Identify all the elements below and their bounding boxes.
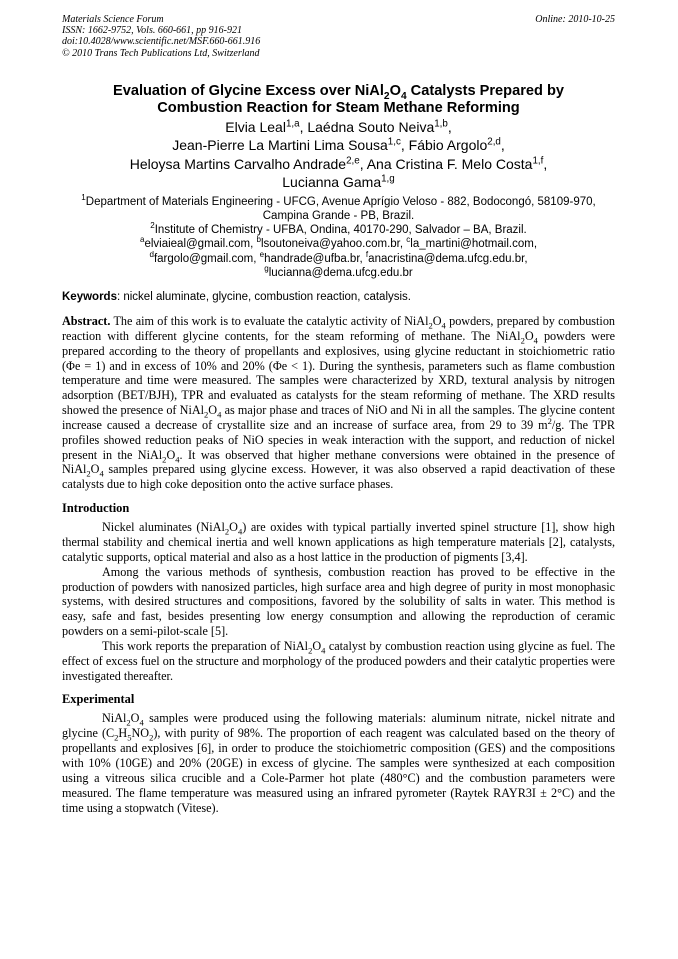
email-link[interactable]: lsoutoneiva@yahoo.com.br [260,238,400,251]
email-link[interactable]: la_martini@hotmail.com [410,238,534,251]
keywords: Keywords: nickel aluminate, glycine, combustion reaction, catalysis. [62,291,411,304]
author-name: Fábio Argolo [408,137,488,154]
experimental-body [62,711,615,815]
affiliation-1: $^1$Department of Materials Engineering - UFCG, Avenue Aprígio Veloso - 882, Bodocongó, 58109-970, Campina Grande - PB, Brazil. [81,192,596,223]
author-name: Ana Cristina F. Melo Costa [366,155,533,172]
copyright: © 2010 Trans Tech Publications Ltd, Switzerland [62,47,260,59]
section-heading-introduction: Introduction [62,501,130,516]
author-name: Heloysa Martins Carvalho Andrade [129,155,347,172]
paragraph: Among the various methods of synthesis, combustion reaction has proved to be effective in the production of powders with nanosized particles, high surface area and high degree of purity in most monophasic systems, with desired structures and compositions, favored by the solubility of salts in water. This method is easy, safe and fast, besides presenting low energy consumption and allowing the reproduction of ceramic powders on a semi-pilot-scale [5]. [62,564,615,639]
introduction-body [62,520,615,683]
author-list: Elvia Leal$^{1,a}$, Laédna Souto Neiva$^{1,b}$, Jean-Pierre La Martini Lima Sousa$^{1,c}$, Fábio Argolo$^{2,d}$, Heloysa Martins Carvalho Andrade$^{2,e}$, Ana Cristina F. Melo Costa$^{1,f}$, Lucianna Gama$^{1,g}$ [129,118,548,191]
email-link[interactable]: fargolo@gmail.com [153,252,254,265]
online-date: Online: 2010-10-25 [535,14,615,25]
author-name: Jean-Pierre La Martini Lima Sousa [172,137,388,154]
abstract: Abstract. The aim of this work is to evaluate the catalytic activity of $NiAl_2O_4$ powders, prepared by combustion reaction with different glycine contents, for the steam reforming of methane. The $NiAl_2O_4$ powders were prepared according to the theory of propellants and explosives, using glycine reductant in stoichiometric ratio (Φe = 1) and in excess of 10% and 20% (Φe < 1). During the synthesis, parameters such as flame combustion temperature and time were measured. The samples were characterized by XRD, textural analysis by nitrogen adsorption (BET/BJH), TPR and evaluated as catalysts for the steam reforming of methane. The XRD results showed the presence of $NiAl_2O_4$ as major phase and traces of NiO and Ni in all the samples. The glycine content increase caused a decrease of crystallite size and an increase of surface area, from 29 to 39 $m^2/g$. The TPR profiles showed reduction peaks of NiO species in weak interaction with the support, and reduction of nickel present in the $NiAl_2O_4$. It was observed that higher methane conversions were obtained in the presence of $NiAl_2O_4$ samples prepared using glycine excess. However, it was also observed a rapid deactivation of these catalysts due to high coke deposition onto the active surface phases. [62,314,616,492]
issn: ISSN: 1662-9752, Vols. 660-661, pp 916-921 [62,25,242,37]
affiliations [62,192,615,280]
journal-name: Materials Science Forum [62,14,164,25]
email-link[interactable]: elviaieal@gmail.com [144,238,251,251]
email-line: $^g$lucianna@dema.ufcg.edu.br [264,264,413,279]
email-link[interactable]: lucianna@dema.ufcg.edu.br [268,266,413,279]
paragraph: Nickel aluminates $(NiAl_2O_4)$ are oxides with typical partially inverted spinel structure [1], show high thermal stability and chemical inertia and well known applications as high temperature materials [2], catalysts, catalytic supports, optical material and also as a host lattice in the production of pigments [3,4]. [62,520,615,564]
author-name: Laédna Souto Neiva [307,118,435,135]
affiliation-2: $^2$Institute of Chemistry - UFBA, Ondina, 40170-290, Salvador – BA, Brazil. [150,221,527,237]
journal-header [62,14,615,59]
doi: doi:10.4028/www.scientific.net/MSF.660-661.916 [62,36,261,48]
email-line: $^a$elviaieal@gmail.com, $^b$lsoutoneiva@yahoo.com.br, $^c$la_martini@hotmail.com, [139,235,538,251]
email-link[interactable]: handrade@ufba.br [264,252,360,265]
paper-title: Evaluation of Glycine Excess over $NiAl_2O_4$ Catalysts Prepared by Combustion Reaction for Steam Methane Reforming [112,82,564,116]
email-link[interactable]: anacristina@dema.ufcg.edu.br [368,252,525,265]
section-heading-experimental: Experimental [62,692,135,707]
author-name: Lucianna Gama [282,174,382,191]
email-line: $^d$fargolo@gmail.com, $^e$handrade@ufba.br, $^f$anacristina@dema.ufcg.edu.br, [149,249,528,265]
paragraph: This work reports the preparation of $NiAl_2O_4$ catalyst by combustion reaction using glycine as fuel. The effect of excess fuel on the structure and morphology of the produced powders and their catalytic properties were investigated thereafter. [62,638,616,683]
author-name: Elvia Leal [225,118,286,135]
paragraph: $NiAl_2O_4$ samples were produced using the following materials: aluminum nitrate, nickel nitrate and glycine $(C_2H_5NO_2)$, with purity of 98%. The proportion of each reagent was calculated based on the theory of propellants and explosives [6], in order to produce the stoichiometric composition (GES) and the compositions with 10% (10GE) and 20% (20GE) in excess of glycine. The samples were synthesized at each composition using a vitreous silica crucible and a Cole-Parmer hot plate (480°C) and the combustion parameters were measured. The flame temperature was measured using an infrared pyrometer (Raytek RAYR3I ± 2°C) and the time using a stopwatch (Vitese). [62,711,615,815]
paper-page [62,14,615,815]
